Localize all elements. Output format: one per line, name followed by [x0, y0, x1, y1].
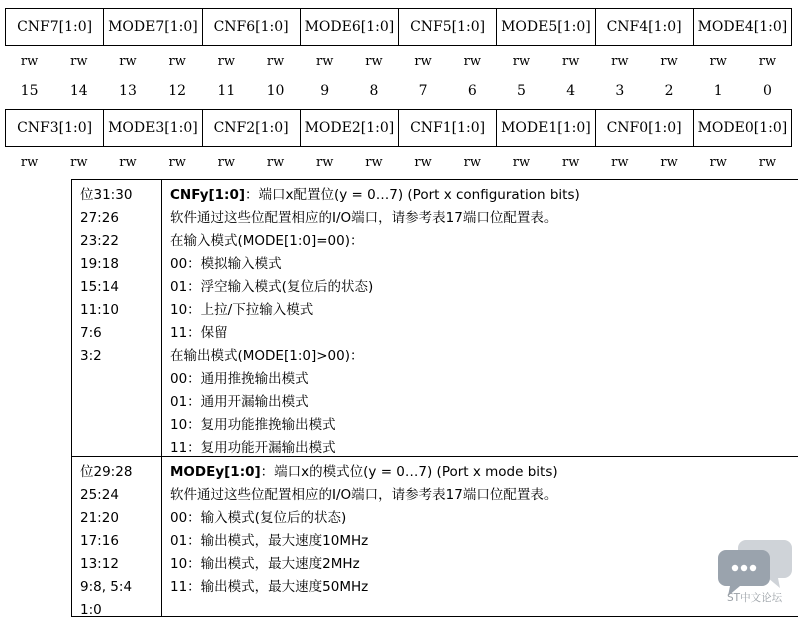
description-line: 00：模拟输入模式 — [170, 256, 282, 272]
access-label: rw — [217, 54, 236, 69]
bit-range: 17:16 — [80, 533, 119, 549]
bit-number: 4 — [566, 83, 576, 99]
access-label: rw — [414, 54, 432, 69]
bit-number: 9 — [320, 83, 330, 99]
bit-range: 25:24 — [80, 487, 119, 503]
bit-number-row — [5, 83, 792, 99]
bit-number: 3 — [615, 83, 625, 99]
field-mode7: MODE7[1:0] — [103, 9, 201, 45]
field-cnf4: CNF4[1:0] — [595, 9, 693, 45]
cnf-description — [170, 184, 790, 460]
description-line: 10：复用功能推挽输出模式 — [170, 417, 336, 433]
bit-number: 8 — [369, 83, 379, 99]
description-line: 在输出模式(MODE[1:0]>00)： — [170, 348, 364, 364]
access-row-high — [5, 54, 792, 69]
access-label: rw — [70, 54, 88, 69]
access-label: rw — [316, 54, 334, 69]
access-label: rw — [217, 155, 236, 170]
access-label: rw — [709, 54, 727, 69]
description-line: 00：输入模式(复位后的状态) — [170, 510, 347, 526]
access-label: rw — [266, 155, 285, 170]
access-label: rw — [266, 54, 285, 69]
bit-range: 3:2 — [80, 348, 102, 364]
field-cnf5: CNF5[1:0] — [398, 9, 496, 45]
cnf-description-row — [71, 180, 798, 457]
access-label: rw — [758, 155, 777, 170]
bit-number: 2 — [664, 83, 674, 99]
access-label: rw — [168, 155, 186, 170]
access-row-low — [5, 155, 792, 170]
bit-range: 7:6 — [80, 325, 102, 341]
access-label: rw — [168, 54, 186, 69]
access-label: rw — [660, 155, 678, 170]
bit-description-table — [71, 179, 798, 620]
access-label: rw — [611, 54, 629, 69]
bit-number: 0 — [762, 83, 772, 99]
description-line: 软件通过这些位配置相应的I/O端口，请参考表17端口位配置表。 — [170, 487, 558, 503]
access-label: rw — [463, 54, 481, 69]
bit-number: 6 — [467, 83, 477, 99]
bit-range: 15:14 — [80, 279, 119, 295]
access-label: rw — [365, 155, 383, 170]
access-label: rw — [414, 155, 432, 170]
access-label: rw — [365, 54, 383, 69]
bit-range: 23:22 — [80, 233, 119, 249]
field-mode5: MODE5[1:0] — [496, 9, 594, 45]
access-label: rw — [758, 54, 777, 69]
field-mode6: MODE6[1:0] — [300, 9, 398, 45]
field-cnf6: CNF6[1:0] — [202, 9, 300, 45]
field-cnf0: CNF0[1:0] — [595, 110, 693, 146]
description-line: 软件通过这些位配置相应的I/O端口，请参考表17端口位配置表。 — [170, 210, 558, 226]
description-line: 01：浮空输入模式(复位后的状态) — [170, 279, 374, 295]
cnf-bit-positions — [72, 180, 162, 456]
bit-number: 11 — [217, 83, 236, 99]
access-label: rw — [611, 155, 629, 170]
bit-range: 1:0 — [80, 602, 102, 618]
bit-number: 14 — [69, 83, 88, 99]
access-label: rw — [20, 54, 39, 69]
mode-description — [170, 461, 790, 599]
bit-number: 5 — [517, 83, 526, 99]
mode-description-row — [71, 457, 798, 617]
description-line: 11：保留 — [170, 325, 228, 341]
access-label: rw — [561, 54, 580, 69]
access-label: rw — [561, 155, 580, 170]
field-mode1: MODE1[1:0] — [496, 110, 594, 146]
access-label: rw — [119, 155, 137, 170]
cnf-title — [170, 184, 790, 207]
field-cnf3: CNF3[1:0] — [17, 120, 93, 136]
bit-number: 7 — [418, 83, 428, 99]
register-row-high — [5, 8, 792, 46]
access-label: rw — [512, 155, 531, 170]
bit-range: 13:12 — [80, 556, 119, 572]
mode-title — [170, 461, 790, 484]
mode-bit-positions — [72, 457, 162, 616]
description-line: 11：输出模式，最大速度50MHz — [170, 579, 369, 595]
bit-range: 21:20 — [80, 510, 119, 526]
field-cnf1: CNF1[1:0] — [398, 110, 496, 146]
bit-number: 12 — [168, 83, 187, 99]
field-mode3: MODE3[1:0] — [103, 110, 201, 146]
field-cnf2: CNF2[1:0] — [202, 110, 300, 146]
description-line: 00：通用推挽输出模式 — [170, 371, 309, 387]
description-line: 01：通用开漏输出模式 — [170, 394, 309, 410]
access-label: rw — [463, 155, 481, 170]
register-row-low — [5, 109, 792, 147]
mode-field-name: MODEy[1:0] — [170, 464, 261, 480]
description-line: 10：输出模式，最大速度2MHz — [170, 556, 360, 572]
field-mode2: MODE2[1:0] — [300, 110, 398, 146]
description-line: 11：复用功能开漏输出模式 — [170, 440, 336, 456]
access-label: rw — [20, 155, 39, 170]
description-line: 在输入模式(MODE[1:0]=00)： — [170, 233, 364, 249]
bit-range: 11:10 — [80, 302, 119, 318]
field-mode4: MODE4[1:0] — [693, 9, 791, 45]
bit-number: 10 — [266, 83, 285, 99]
bit-number: 1 — [713, 83, 723, 99]
access-label: rw — [70, 155, 88, 170]
field-mode0: MODE0[1:0] — [693, 110, 791, 146]
mode-title-text: ：端口x的模式位(y = 0…7) (Port x mode bits) — [260, 464, 558, 480]
access-label: rw — [119, 54, 137, 69]
bit-range: 9:8, 5:4 — [80, 579, 133, 595]
watermark-text: ST中文论坛 — [727, 592, 783, 604]
cnf-field-name: CNFy[1:0] — [170, 187, 246, 203]
description-line: 10：上拉/下拉输入模式 — [170, 302, 314, 318]
field-cnf7: CNF7[1:0] — [17, 19, 93, 35]
cnf-title-text: ：端口x配置位(y = 0…7) (Port x configuration bits) — [245, 187, 580, 203]
access-label: rw — [660, 54, 678, 69]
bit-range: 位29:28 — [80, 464, 133, 480]
bit-range: 位31:30 — [80, 187, 133, 203]
description-line: 01：输出模式，最大速度10MHz — [170, 533, 369, 549]
bit-range: 19:18 — [80, 256, 119, 272]
access-label: rw — [316, 155, 334, 170]
access-label: rw — [709, 155, 727, 170]
bit-number: 13 — [119, 83, 137, 99]
bit-number: 15 — [20, 83, 39, 99]
bit-range: 27:26 — [80, 210, 119, 226]
access-label: rw — [512, 54, 531, 69]
